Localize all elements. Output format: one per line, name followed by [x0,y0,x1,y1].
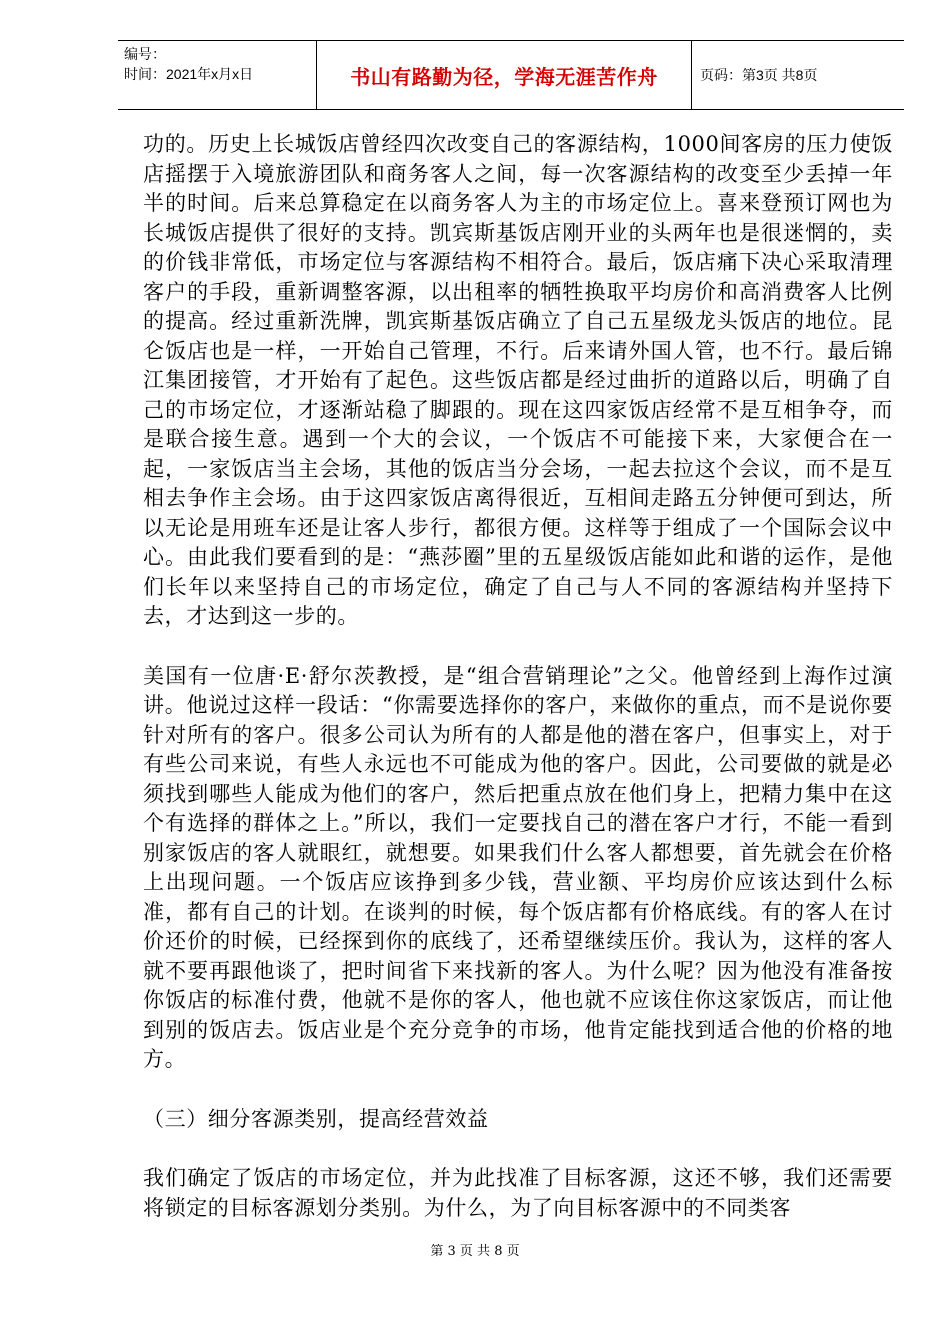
page-header [118,40,904,110]
header-page-info-cell [692,41,904,109]
header-meta [118,41,316,109]
document-number-label: 编号： [124,46,166,62]
footer-page-number: 第 3 页 共 8 页 [430,1244,520,1259]
body-paragraph: 我们确定了饭店的市场定位，并为此找准了目标客源，这还不够，我们还需要将锁定的目标客源划分类别。为什么，为了向目标客源中的不同类客 [143,1166,893,1220]
document-body [143,130,893,1223]
header-page-info: 页码：第3页 共8页 [700,67,818,83]
header-motto-cell [316,41,692,109]
body-paragraph: 功的。历史上长城饭店曾经四次改变自己的客源结构，1000间客房的压力使饭店摇摆于入境旅游团队和商务客人之间，每一次客源结构的改变至少丢掉一年半的时间。后来总算稳定在以商务客人为主的市场定位上。喜来登预订网也为长城饭店提供了很好的支持。凯宾斯基饭店刚开业的头两年也是很迷惘的，卖的价钱非常低，市场定位与客源结构不相符合。最后，饭店痛下决心采取清理客户的手段，重新调整客源，以出租率的牺牲换取平均房价和高消费客人比例的提高。经过重新洗牌，凯宾斯基饭店确立了自己五星级龙头饭店的地位。昆仑饭店也是一样，一开始自己管理，不行。后来请外国人管，也不行。最后锦江集团接管，才开始有了起色。这些饭店都是经过曲折的道路以后，明确了自己的市场定位，才逐渐站稳了脚跟的。现在这四家饭店经常不是互相争夺，而是联合接生意。遇到一个大的会议，一个饭店不可能接下来，大家便合在一起，一家饭店当主会场，其他的饭店当分会场，一起去拉这个会议，而不是互相去争作主会场。由于这四家饭店离得很近，互相间走路五分钟便可到达，所以无论是用班车还是让客人步行，都很方便。这样等于组成了一个国际会议中心。由此我们要看到的是：“燕莎圈”里的五星级饭店能如此和谐的运作，是他们长年以来坚持自己的市场定位，确定了自己与人不同的客源结构并坚持下去，才达到这一步的。 [143,132,893,628]
body-paragraph: 美国有一位唐·E·舒尔茨教授，是“组合营销理论”之父。他曾经到上海作过演讲。他说过这样一段话：“你需要选择你的客户，来做你的重点，而不是说你要针对所有的客户。很多公司认为所有的人都是他的潜在客户，但事实上，对于有些公司来说，有些人永远也不可能成为他的客户。因此，公司要做的就是必须找到哪些人能成为他们的客户，然后把重点放在他们身上，把精力集中在这个有选择的群体之上。”所以，我们一定要找自己的潜在客户才行，不能一看到别家饭店的客人就眼红，就想要。如果我们什么客人都想要，首先就会在价格上出现问题。一个饭店应该挣到多少钱，营业额、平均房价应该达到什么标准，都有自己的计划。在谈判的时候，每个饭店都有价格底线。有的客人在讨价还价的时候，已经探到你的底线了，还希望继续压价。我认为，这样的客人就不要再跟他谈了，把时间省下来找新的客人。为什么呢？因为他没有准备按你饭店的标准付费，他就不是你的客人，他也就不应该住你这家饭店，而让他到别的饭店去。饭店业是个充分竞争的市场，他肯定能找到适合他的价格的地方。 [143,663,893,1071]
section-heading: （三）细分客源类别，提高经营效益 [143,1106,489,1131]
header-motto: 书山有路勤为径，学海无涯苦作舟 [350,64,658,89]
document-time-label: 时间：2021年x月x日 [124,66,254,82]
page-footer [0,1240,950,1259]
